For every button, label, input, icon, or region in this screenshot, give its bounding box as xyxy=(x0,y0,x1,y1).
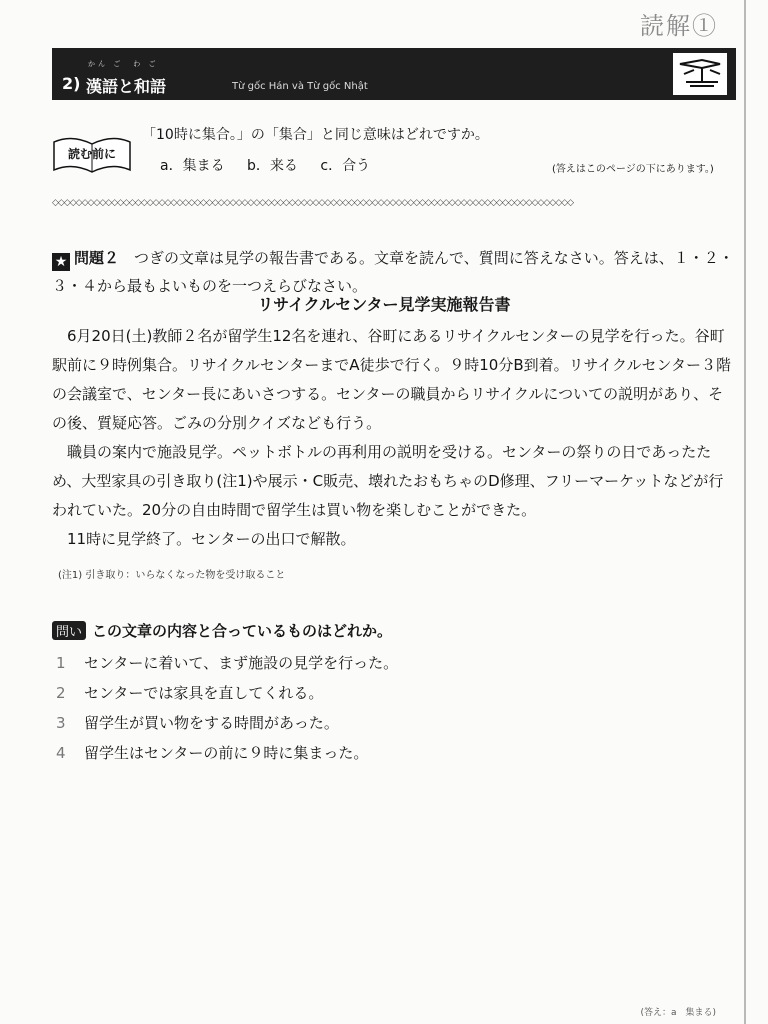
section-subtitle: Từ gốc Hán và Từ gốc Nhật xyxy=(232,81,368,92)
report-paragraph: 職員の案内で施設見学。ペットボトルの再利用の説明を受ける。センターの祭りの日であったため、大型家具の引き取り(注1)や展示・C販売、壊れたおもちゃのD修理、フリーマーケットなどが行われていた。20分の自由時間で留学生は買い物を楽しむことができた。 xyxy=(52,443,724,519)
answer-choice[interactable]: 1 センターに着いて、まず施設の見学を行った。 xyxy=(56,654,399,672)
wavy-divider: ◇◇◇◇◇◇◇◇◇◇◇◇◇◇◇◇◇◇◇◇◇◇◇◇◇◇◇◇◇◇◇◇◇◇◇◇◇◇◇◇◇◇◇◇◇◇◇◇◇◇◇◇◇◇◇◇◇◇◇◇◇◇◇◇◇◇◇◇◇◇◇◇◇◇◇◇◇◇◇◇◇◇◇◇◇◇◇◇ xyxy=(52,198,574,208)
pre-reading-badge: 読む前に xyxy=(67,147,117,161)
answer-choices xyxy=(56,648,398,768)
footnote: (注1) 引き取り：いらなくなった物を受け取ること xyxy=(58,570,286,581)
section-title: 漢語と和語 xyxy=(86,77,167,96)
answer-choice[interactable]: 3 留学生が買い物をする時間があった。 xyxy=(56,714,339,732)
star-icon: ★ xyxy=(52,253,70,271)
pre-reading-question: 「10時に集合。」の「集合」と同じ意味はどれですか。 xyxy=(142,127,489,143)
option-a: a．集まる xyxy=(160,158,225,174)
pre-reading-options xyxy=(160,155,384,175)
handwritten-note: 読解① xyxy=(640,12,718,40)
question-text: この文章の内容と合っているものはどれか。 xyxy=(92,622,393,640)
report-title: リサイクルセンター見学実施報告書 xyxy=(257,295,511,314)
page-edge xyxy=(744,0,746,1024)
pre-reading-book-icon xyxy=(50,132,134,176)
option-b: b．来る xyxy=(247,158,298,174)
problem-text: つぎの文章は見学の報告書である。文章を読んで、質問に答えなさい。答えは、１・２・３・４から最もよいものを一つえらびなさい。 xyxy=(52,249,734,295)
section-number: 2) xyxy=(62,74,81,93)
report-paragraph: 6月20日(土)教師２名が留学生12名を連れ、谷町にあるリサイクルセンターの見学を行った。谷町駅前に９時例集合。リサイクルセンターまでA徒歩で行く。９時10分B到着。リサイクルセンター３階の会議室で、センター長にあいさつする。センターの職員からリサイクルについての説明があり、その後、質疑応答。ごみの分別クイズなども行う。 xyxy=(52,327,731,432)
section-logo-icon xyxy=(672,52,728,96)
answer-choice[interactable]: 4 留学生はセンターの前に９時に集まった。 xyxy=(56,744,369,762)
section-banner xyxy=(52,48,736,100)
footer-answer: (答え：a 集まる) xyxy=(640,1008,716,1018)
option-c: c．合う xyxy=(320,158,371,174)
answer-location-note: (答えはこのページの下にあります。) xyxy=(552,164,714,175)
report-body xyxy=(52,322,736,554)
report-paragraph: 11時に見学終了。センターの出口で解散。 xyxy=(67,530,356,548)
problem-label: 問題２ xyxy=(74,249,120,267)
question-tag: 問い xyxy=(52,621,86,640)
section-title-ruby: かん ご わ ご xyxy=(88,60,159,68)
answer-choice[interactable]: 2 センターでは家具を直してくれる。 xyxy=(56,684,324,702)
question-heading xyxy=(52,620,736,641)
